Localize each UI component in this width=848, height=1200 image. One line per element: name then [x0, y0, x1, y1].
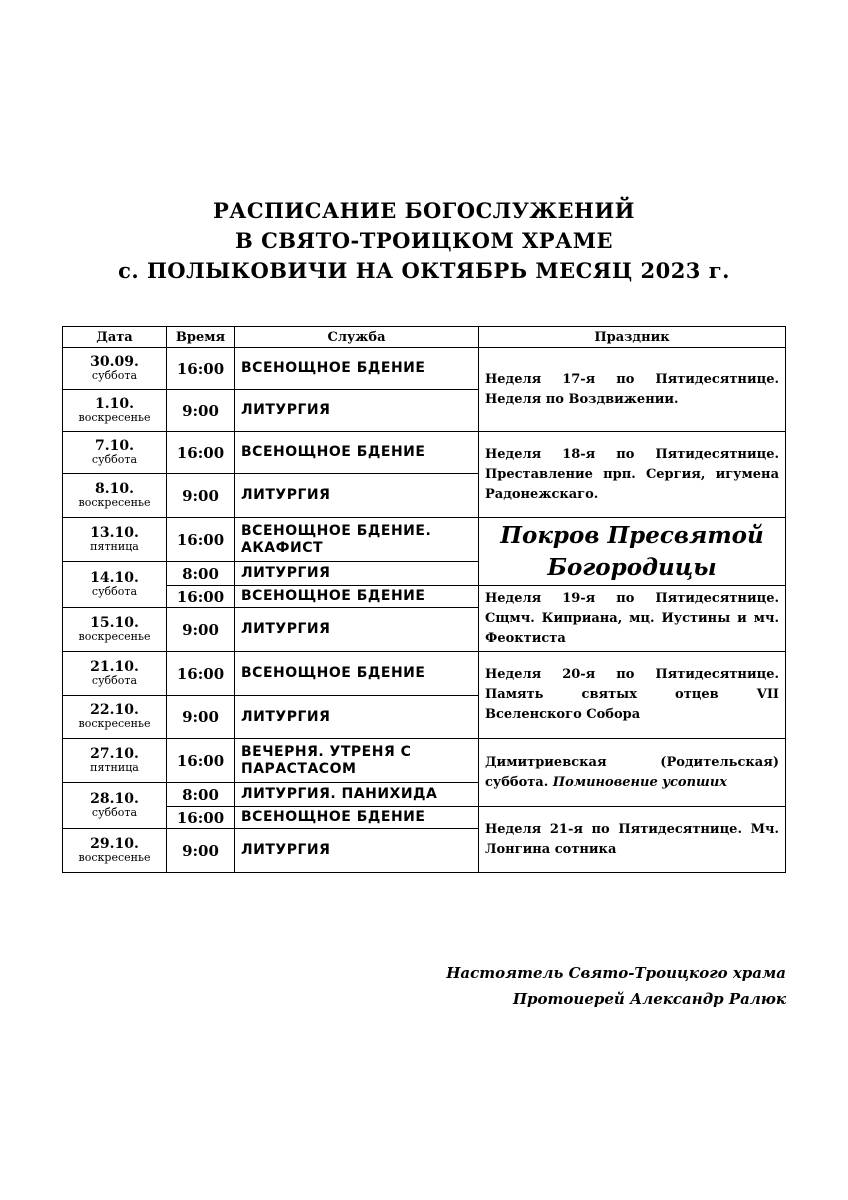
time-cell: 16:00 [167, 586, 235, 608]
date-cell [63, 608, 167, 652]
table-header-row [63, 327, 786, 348]
header-feast: Праздник [479, 327, 786, 348]
weekday-value: воскресенье [78, 410, 151, 424]
signature-block [446, 960, 786, 1012]
service-cell: ЛИТУРГИЯ [235, 696, 479, 739]
service-cell: ЛИТУРГИЯ [235, 829, 479, 873]
table-row [63, 518, 786, 562]
date-value: 30.09. [90, 353, 139, 370]
date-cell [63, 562, 167, 608]
time-cell: 16:00 [167, 518, 235, 562]
feast-cell: Неделя 20-я по Пятидесятнице. Память святых отцев VII Вселенского Собора [479, 652, 786, 739]
title-line-3: с. ПОЛЫКОВИЧИ НА ОКТЯБРЬ МЕСЯЦ 2023 г. [118, 258, 730, 283]
feast-main-text: Димитриевская (Родительская) суббота. [485, 754, 779, 790]
date-cell [63, 348, 167, 390]
weekday-value: суббота [91, 673, 138, 687]
date-cell [63, 783, 167, 829]
feast-cell: Неделя 21-я по Пятидесятнице. Мч. Лонгина сотника [479, 807, 786, 873]
feast-cell: Неделя 18-я по Пятидесятнице. Преставление прп. Сергия, игумена Радонежскаго. [479, 432, 786, 518]
service-cell: ВСЕНОЩНОЕ БДЕНИЕ [235, 348, 479, 390]
weekday-value: воскресенье [78, 629, 151, 643]
time-cell: 9:00 [167, 608, 235, 652]
weekday-value: суббота [91, 452, 138, 466]
table-row [63, 586, 786, 608]
time-cell: 9:00 [167, 474, 235, 518]
weekday-value: суббота [91, 368, 138, 382]
weekday-value: пятница [90, 539, 139, 553]
weekday-value: суббота [91, 805, 138, 819]
time-cell: 9:00 [167, 696, 235, 739]
header-service: Служба [235, 327, 479, 348]
feast-cell-major: Покров Пресвятой Богородицы [479, 518, 786, 586]
feast-cell: Неделя 19-я по Пятидесятнице. Сщмч. Киприана, мц. Иустины и мч. Феоктиста [479, 586, 786, 652]
date-cell [63, 432, 167, 474]
header-date: Дата [63, 327, 167, 348]
date-value: 14.10. [90, 569, 139, 586]
service-cell: ЛИТУРГИЯ [235, 562, 479, 586]
date-cell [63, 829, 167, 873]
weekday-value: пятница [90, 760, 139, 774]
date-cell [63, 696, 167, 739]
table-row [63, 348, 786, 390]
time-cell: 16:00 [167, 652, 235, 696]
service-cell: ВСЕНОЩНОЕ БДЕНИЕ [235, 652, 479, 696]
date-cell [63, 518, 167, 562]
time-cell: 8:00 [167, 783, 235, 807]
weekday-value: воскресенье [78, 850, 151, 864]
time-cell: 16:00 [167, 432, 235, 474]
table-row [63, 739, 786, 783]
date-value: 8.10. [95, 480, 134, 497]
service-cell: ВСЕНОЩНОЕ БДЕНИЕ [235, 807, 479, 829]
title-line-1: РАСПИСАНИЕ БОГОСЛУЖЕНИЙ [212, 198, 636, 223]
time-cell: 9:00 [167, 390, 235, 432]
weekday-value: суббота [91, 584, 138, 598]
service-cell: ЛИТУРГИЯ [235, 474, 479, 518]
date-cell [63, 652, 167, 696]
service-cell: ВСЕНОЩНОЕ БДЕНИЕ [235, 432, 479, 474]
date-value: 29.10. [90, 835, 139, 852]
date-value: 22.10. [90, 702, 139, 718]
time-cell: 16:00 [167, 348, 235, 390]
date-cell [63, 390, 167, 432]
table-row [63, 432, 786, 474]
date-value: 7.10. [95, 437, 134, 454]
signature-line-2: Протоиерей Александр Ралюк [512, 990, 786, 1008]
date-value: 27.10. [90, 745, 139, 762]
service-cell: ВСЕНОЩНОЕ БДЕНИЕ. АКАФИСТ [235, 518, 479, 562]
table-row [63, 652, 786, 696]
service-cell: ВСЕНОЩНОЕ БДЕНИЕ [235, 586, 479, 608]
service-cell: ВЕЧЕРНЯ. УТРЕНЯ С ПАРАСТАСОМ [235, 739, 479, 783]
date-cell [63, 474, 167, 518]
date-value: 15.10. [90, 614, 139, 631]
date-value: 13.10. [90, 524, 139, 541]
time-cell: 16:00 [167, 739, 235, 783]
feast-cell: Неделя 17-я по Пятидесятнице. Неделя по Воздвижении. [479, 348, 786, 432]
title-line-2: В СВЯТО-ТРОИЦКОМ ХРАМЕ [235, 228, 613, 253]
service-cell: ЛИТУРГИЯ [235, 608, 479, 652]
time-cell: 9:00 [167, 829, 235, 873]
time-cell: 8:00 [167, 562, 235, 586]
schedule-table [62, 326, 786, 873]
table-row [63, 807, 786, 829]
weekday-value: воскресенье [78, 495, 151, 509]
header-time: Время [167, 327, 235, 348]
feast-italic-text: Поминовение усопших [552, 774, 728, 790]
time-cell: 16:00 [167, 807, 235, 829]
service-cell: ЛИТУРГИЯ. ПАНИХИДА [235, 783, 479, 807]
date-value: 1.10. [95, 395, 134, 412]
date-value: 28.10. [90, 790, 139, 807]
document-title [0, 196, 848, 286]
feast-cell [479, 739, 786, 807]
date-value: 21.10. [90, 658, 139, 675]
service-cell: ЛИТУРГИЯ [235, 390, 479, 432]
weekday-value: воскресенье [78, 717, 151, 730]
date-cell [63, 739, 167, 783]
signature-line-1: Настоятель Свято-Троицкого храма [446, 964, 786, 982]
